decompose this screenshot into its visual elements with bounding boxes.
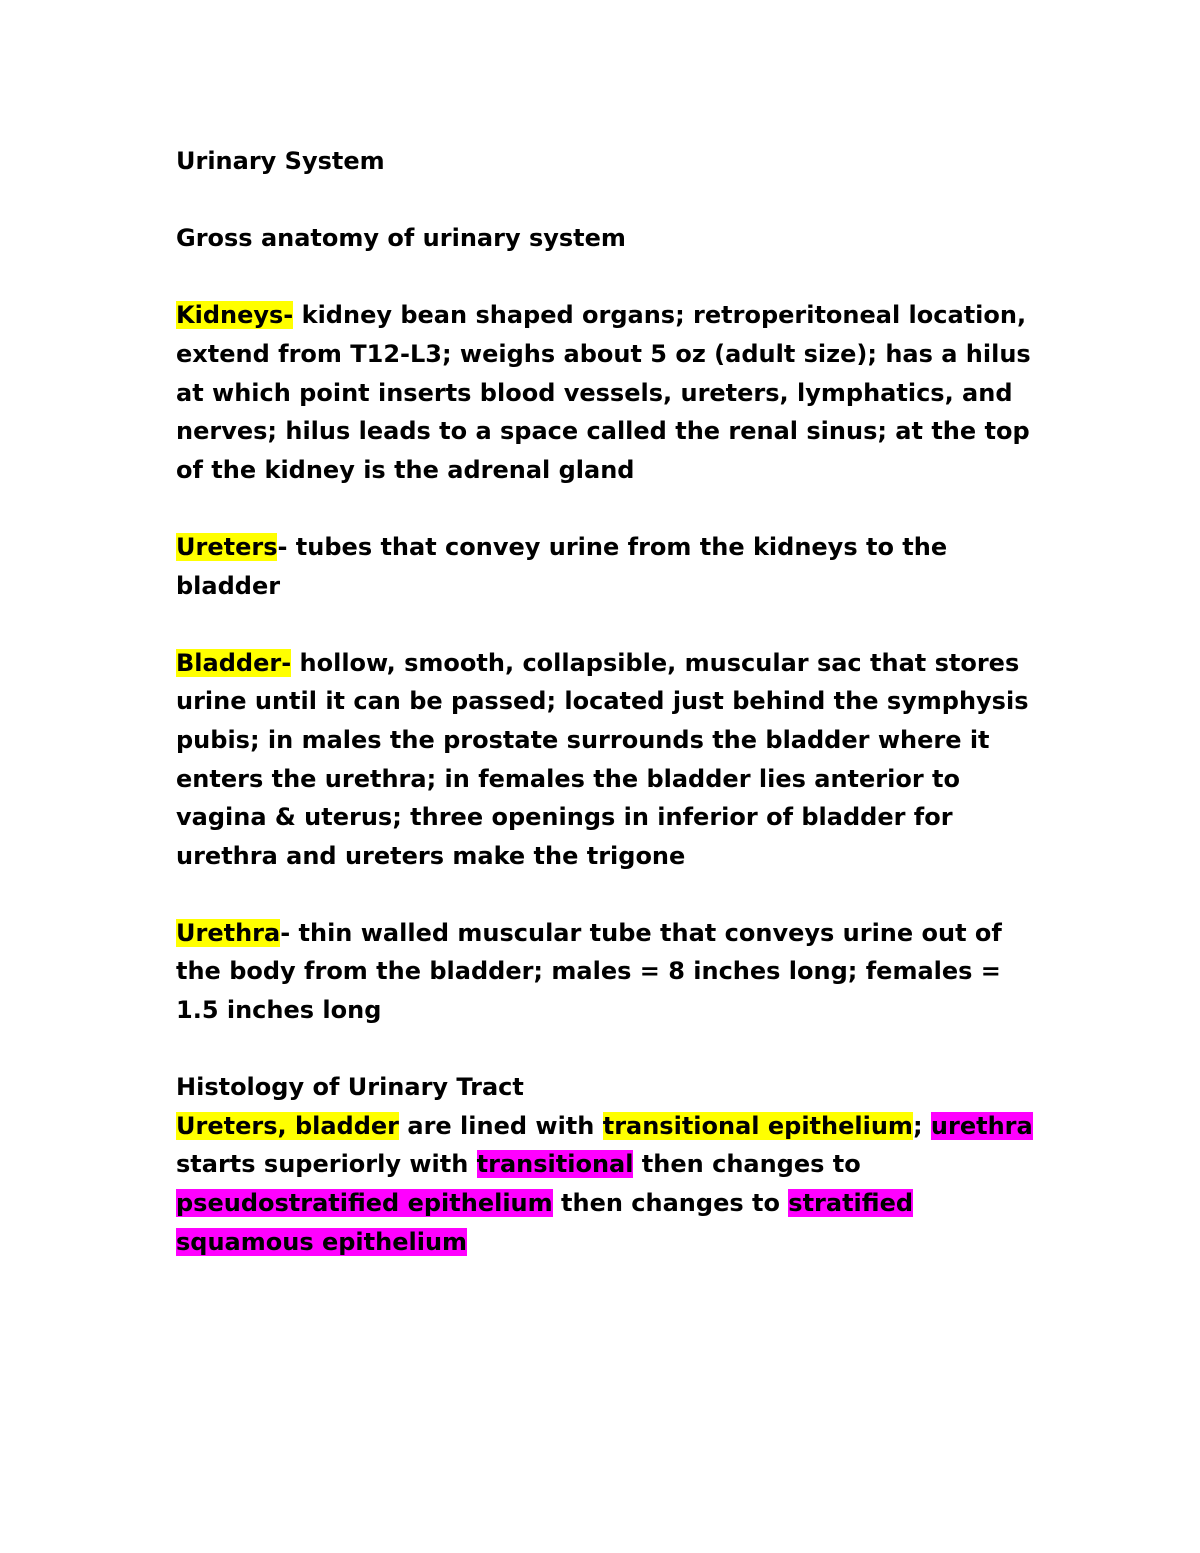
histology-text-5: then changes to	[552, 1189, 789, 1218]
document-body	[176, 142, 1036, 1261]
histology-text-3: starts superiorly with	[176, 1150, 477, 1179]
bladder-description: hollow, smooth, collapsible, muscular sac that stores urine until it can be passed; located just behind the symphysis pubis; in males the prostate surrounds the bladder where it enters the urethra; in females the bladder lies anterior to vagina & uterus; three openings in inferior of bladder for urethra and ureters make the trigone	[176, 648, 1029, 870]
histology-text-4: then changes to	[633, 1150, 861, 1179]
document-title: Urinary System	[176, 147, 385, 175]
highlight-pseudostratified-epithelium: pseudostratified epithelium	[176, 1189, 553, 1218]
histology-text-1: are lined with	[399, 1111, 603, 1140]
ureters-description: - tubes that convey urine from the kidneys to the bladder	[176, 532, 948, 600]
paragraph-histology	[176, 1107, 1036, 1261]
urethra-description: - thin walled muscular tube that conveys urine out of the body from the bladder; males = 8 inches long; females = 1.5 inches long	[176, 918, 1002, 1025]
term-kidneys: Kidneys-	[176, 301, 294, 330]
highlight-ureters-bladder: Ureters, bladder	[176, 1111, 400, 1140]
paragraph-urethra	[176, 914, 1036, 1030]
highlight-urethra: urethra	[930, 1111, 1033, 1140]
section-heading-histology: Histology of Urinary Tract	[176, 1073, 524, 1102]
paragraph-kidneys	[176, 296, 1036, 489]
highlight-stratified-squamous-epithelium: stratified squamous epithelium	[176, 1189, 914, 1256]
term-urethra: Urethra	[176, 918, 281, 947]
term-ureters: Ureters	[176, 532, 278, 561]
term-bladder: Bladder-	[176, 648, 292, 677]
highlight-transitional: transitional	[476, 1150, 634, 1179]
paragraph-bladder	[176, 644, 1036, 876]
kidneys-description: kidney bean shaped organs; retroperitoneal location, extend from T12-L3; weighs about 5 oz (adult size); has a hilus at which point inserts blood vessels, ureters, lymphatics, and nerves; hilus leads to a space called the renal sinus; at the top of the kidney is the adrenal gland	[176, 301, 1031, 484]
highlight-transitional-epithelium: transitional epithelium	[602, 1111, 913, 1140]
section-heading-gross-anatomy: Gross anatomy of urinary system	[176, 224, 626, 253]
paragraph-ureters	[176, 528, 1036, 605]
histology-text-2: ;	[912, 1111, 931, 1140]
